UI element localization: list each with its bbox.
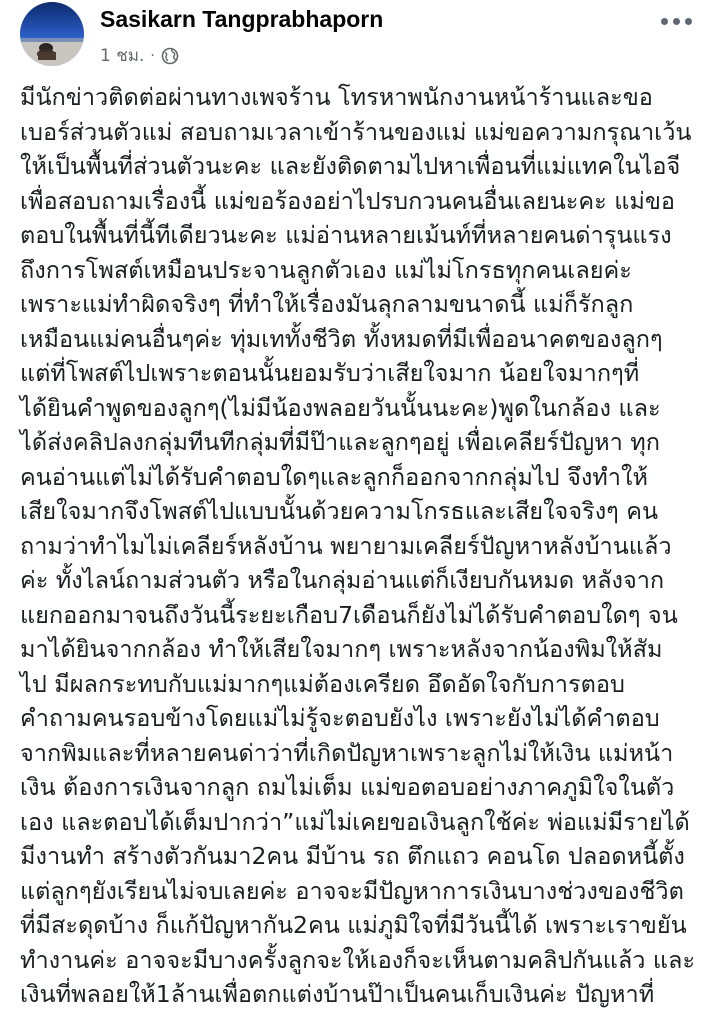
post-body-line: แต่ลูกๆยังเรียนไม่จบเลยค่ะ อาจจะมีปัญหาการเงินบางช่วงของชีวิต: [20, 876, 684, 905]
post-body-line: ได้ยินคำพูดของลูกๆ(ไม่มีน้องพลอยวันนั้นนะคะ)พูดในกล้อง และ: [20, 393, 661, 422]
post-body-line: คนอ่านแต่ไม่ได้รับคำตอบใดๆและลูกก็ออกจากกลุ่มไป จึงทำให้: [20, 462, 648, 491]
post-body-line: ถามว่าทำไมไม่เคลียร์หลังบ้าน พยายามเคลียร์ปัญหาหลังบ้านแล้ว: [20, 531, 672, 560]
more-dot: [673, 18, 680, 25]
post-body-line: ตอบในพื้นที่นี้ทีเดียวนะคะ แม่อ่านหลายเม้นท์ที่หลายคนด่ารุนแรง: [20, 221, 672, 249]
profile-photo-icon: [20, 2, 84, 66]
post-timestamp[interactable]: 1 ชม.: [100, 46, 145, 66]
more-dot: [661, 18, 668, 25]
avatar[interactable]: [20, 2, 84, 66]
author-name[interactable]: Sasikarn Tangprabhaporn: [100, 6, 384, 32]
post-meta: [100, 42, 179, 69]
post-body-line: เอง และตอบได้เต็มปากว่า”แม่ไม่เคยขอเงินลูกใช้ค่ะ พ่อแม่มีรายได้: [20, 807, 690, 836]
post-body-line: เพราะแม่ทำผิดจริงๆ ที่ทำให้เรื่องมันลุกลามขนาดนี้ แม่ก็รักลูก: [20, 290, 634, 318]
post-body-line: เงินที่พลอยให้1ล้านเพื่อตกแต่งบ้านป๊าเป็นคนเก็บเงินค่ะ ปัญหาที่: [20, 980, 655, 1008]
post-body-line: เหมือนแม่คนอื่นๆค่ะ ทุ่มเททั้งชีวิต ทั้งหมดที่มีเพื่ออนาคตของลูกๆ: [20, 324, 663, 353]
post-body-line: เบอร์ส่วนตัวแม่ สอบถามเวลาเข้าร้านของแม่ แม่ขอความกรุณาเว้น: [20, 117, 692, 146]
globe-icon[interactable]: [161, 47, 179, 65]
post-body-line: เงิน ต้องการเงินจากลูก ถมไม่เต็ม แม่ขอตอบอย่างภาคภูมิใจในตัว: [20, 773, 675, 801]
post-body-line: ถึงการโพสต์เหมือนประจานลูกตัวเอง แม่ไม่โกรธทุกคนเลยค่ะ: [20, 255, 632, 284]
post-body-line: จากพิมและที่หลายคนด่าว่าที่เกิดปัญหาเพราะลูกไม่ให้เงิน แม่หน้า: [20, 738, 674, 767]
post-body-line: แยกออกมาจนถึงวันนี้ระยะเกือบ7เดือนก็ยังไม่ได้รับคำตอบใดๆ จน: [20, 600, 678, 629]
post-body-line: มาได้ยินจากกล้อง ทำให้เสียใจมากๆ เพราะหลังจากน้องพิมให้สัม: [20, 635, 663, 663]
post-body-line: เสียใจมากจึงโพสต์ไปแบบนั้นด้วยความโกรธและเสียใจจริงๆ คน: [20, 497, 659, 525]
post-body-line: แต่ที่โพสต์ไปเพราะตอนนั้นยอมรับว่าเสียใจมาก น้อยใจมากๆที่: [20, 359, 640, 387]
post-body-line: ให้เป็นพื้นที่ส่วนตัวนะคะ และยังติดตามไปหาเพื่อนที่แม่แทคในไอจี: [20, 152, 681, 180]
post-body-line: ไป มีผลกระทบกับแม่มากๆแม่ต้องเครียด อึดอัดใจกับการตอบ: [20, 669, 625, 698]
post-body-line: ที่มีสะดุดบ้าง ก็แก้ปัญหากัน2คน แม่ภูมิใจที่มีวันนี้ได้ เพราะเราขยัน: [20, 911, 687, 939]
post-body-line: ได้ส่งคลิปลงกลุ่มทีนทีกลุ่มที่มีป๊าและลูกๆอยู่ เพื่อเคลียร์ปัญหา ทุก: [20, 428, 660, 456]
more-dot: [685, 18, 692, 25]
post-body-line: มีงานทำ สร้างตัวกันมา2คน มีบ้าน รถ ตึกแถว คอนโด ปลอดหนี้ตั้ง: [20, 842, 685, 870]
post-body-line: ทำงานค่ะ อาจจะมีบางครั้งลูกจะให้เองก็จะเห็นตามคลิปกันแล้ว และ: [20, 945, 696, 974]
post-body-line: คำถามคนรอบข้างโดยแม่ไม่รู้จะตอบยังไง เพราะยังไม่ได้คำตอบ: [20, 704, 660, 732]
post-body-line: ค่ะ ทั้งไลน์ถามส่วนตัว หรือในกลุ่มอ่านแต่ก็เงียบกันหมด หลังจาก: [20, 566, 665, 594]
meta-separator: ·: [150, 47, 155, 64]
more-options-icon[interactable]: [652, 8, 700, 34]
post-body-line: มีนักข่าวติดต่อผ่านทางเพจร้าน โทรหาพนักงานหน้าร้านและขอ: [20, 83, 653, 111]
post-body: [20, 80, 704, 1012]
post-body-line: เพื่อสอบถามเรื่องนี้ แม่ขอร้องอย่าไปรบกวนคนอื่นเลยนะคะ แม่ขอ: [20, 186, 676, 215]
